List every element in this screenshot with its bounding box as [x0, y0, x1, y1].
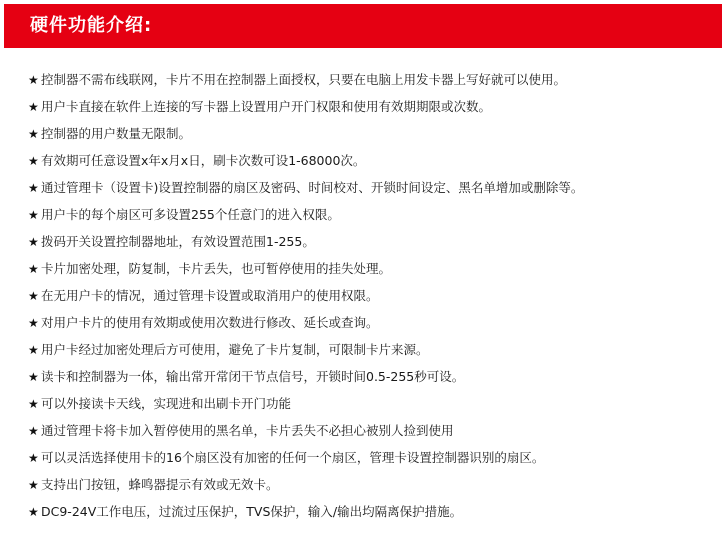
feature-list	[28, 66, 718, 525]
feature-item	[28, 417, 718, 444]
star-icon: ★	[28, 181, 39, 195]
feature-text: 用户卡直接在软件上连接的写卡器上设置用户开门权限和使用有效期期限或次数。	[41, 99, 492, 114]
feature-text: 用户卡经过加密处理后方可使用，避免了卡片复制，可限制卡片来源。	[41, 342, 429, 357]
feature-item	[28, 174, 718, 201]
feature-text: 在无用户卡的情况，通过管理卡设置或取消用户的使用权限。	[41, 288, 379, 303]
feature-item	[28, 147, 718, 174]
feature-text: 对用户卡片的使用有效期或使用次数进行修改、延长或查询。	[41, 315, 379, 330]
feature-text: 卡片加密处理，防复制，卡片丢失，也可暂停使用的挂失处理。	[41, 261, 392, 276]
feature-item	[28, 471, 718, 498]
star-icon: ★	[28, 451, 39, 465]
star-icon: ★	[28, 397, 39, 411]
star-icon: ★	[28, 208, 39, 222]
feature-item	[28, 390, 718, 417]
feature-text: 有效期可任意设置x年x月x日，刷卡次数可设1-68000次。	[41, 153, 366, 168]
feature-item	[28, 120, 718, 147]
feature-item	[28, 498, 718, 525]
star-icon: ★	[28, 73, 39, 87]
feature-text: 通过管理卡（设置卡)设置控制器的扇区及密码、时间校对、开锁时间设定、黑名单增加或删除等。	[41, 180, 584, 195]
feature-text: 控制器的用户数量无限制。	[41, 126, 192, 141]
feature-item	[28, 282, 718, 309]
star-icon: ★	[28, 262, 39, 276]
section-header	[4, 4, 722, 48]
feature-item	[28, 255, 718, 282]
section-title: 硬件功能介绍:	[30, 15, 153, 36]
feature-text: DC9-24V工作电压，过流过压保护，TVS保护，输入/输出均隔离保护措施。	[41, 504, 463, 519]
feature-item	[28, 66, 718, 93]
feature-text: 可以灵活选择使用卡的16个扇区没有加密的任何一个扇区，管理卡设置控制器识别的扇区。	[41, 450, 545, 465]
feature-text: 可以外接读卡天线，实现进和出刷卡开门功能	[41, 396, 292, 411]
star-icon: ★	[28, 154, 39, 168]
feature-item	[28, 336, 718, 363]
feature-item	[28, 93, 718, 120]
feature-text: 读卡和控制器为一体，输出常开常闭干节点信号，开锁时间0.5-255秒可设。	[41, 369, 465, 384]
feature-item	[28, 444, 718, 471]
feature-item	[28, 201, 718, 228]
star-icon: ★	[28, 505, 39, 519]
feature-item	[28, 228, 718, 255]
star-icon: ★	[28, 235, 39, 249]
star-icon: ★	[28, 343, 39, 357]
star-icon: ★	[28, 424, 39, 438]
feature-text: 用户卡的每个扇区可多设置255个任意门的进入权限。	[41, 207, 340, 222]
star-icon: ★	[28, 289, 39, 303]
star-icon: ★	[28, 127, 39, 141]
star-icon: ★	[28, 100, 39, 114]
feature-item	[28, 309, 718, 336]
star-icon: ★	[28, 370, 39, 384]
star-icon: ★	[28, 316, 39, 330]
feature-text: 支持出门按钮，蜂鸣器提示有效或无效卡。	[41, 477, 279, 492]
star-icon: ★	[28, 478, 39, 492]
feature-text: 控制器不需布线联网，卡片不用在控制器上面授权，只要在电脑上用发卡器上写好就可以使用。	[41, 72, 567, 87]
feature-text: 拨码开关设置控制器地址，有效设置范围1-255。	[41, 234, 315, 249]
feature-item	[28, 363, 718, 390]
feature-text: 通过管理卡将卡加入暂停使用的黑名单，卡片丢失不必担心被别人捡到使用	[41, 423, 454, 438]
